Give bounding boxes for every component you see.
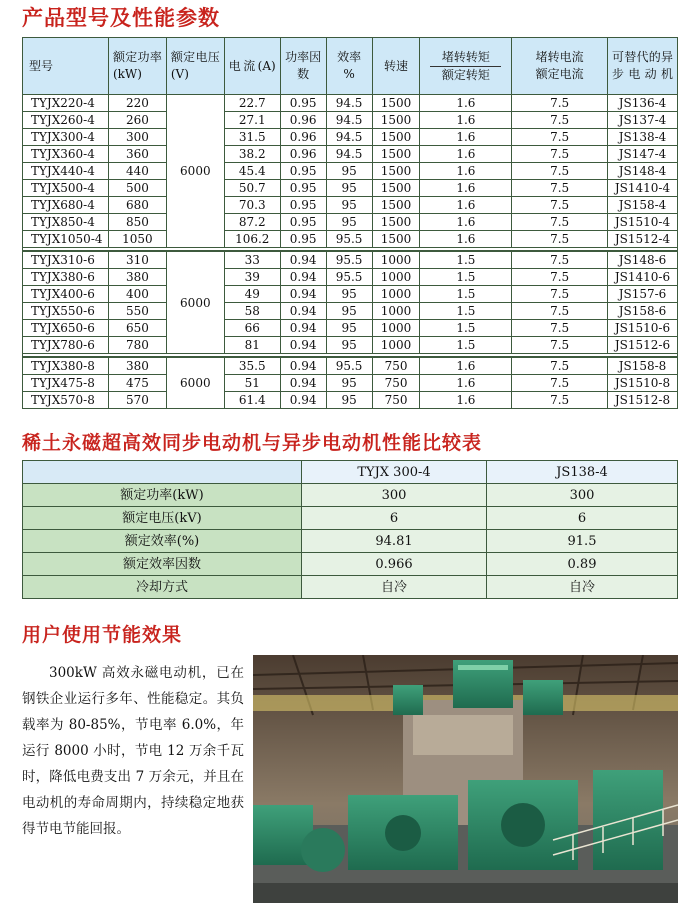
comparison-value: 0.89 [487, 553, 678, 576]
table-row [23, 197, 678, 214]
cell-speed: 750 [372, 357, 420, 375]
cell-replacement: JS137-4 [608, 112, 678, 129]
table-row [23, 320, 678, 337]
cell-replacement: JS1410-4 [608, 180, 678, 197]
table-row [23, 392, 678, 409]
cell-efficiency: 95 [326, 392, 372, 409]
cell-current-ratio: 7.5 [512, 286, 608, 303]
cell-model: TYJX550-6 [23, 303, 109, 320]
cell-efficiency: 94.5 [326, 112, 372, 129]
cell-speed: 1000 [372, 303, 420, 320]
comparison-label: 额定效率(%) [23, 530, 302, 553]
cell-replacement: JS1512-4 [608, 231, 678, 248]
cell-current: 58 [224, 303, 280, 320]
cell-current-ratio: 7.5 [512, 251, 608, 269]
cell-speed: 1500 [372, 214, 420, 231]
cell-voltage: 6000 [166, 95, 224, 248]
cell-efficiency: 95.5 [326, 357, 372, 375]
cell-torque-ratio: 1.6 [420, 392, 512, 409]
cell-torque-ratio: 1.5 [420, 337, 512, 354]
cell-current: 33 [224, 251, 280, 269]
header-torque-ratio [420, 38, 512, 95]
spec-table [22, 37, 678, 409]
cell-power: 310 [108, 251, 166, 269]
cell-current: 35.5 [224, 357, 280, 375]
table-row [23, 163, 678, 180]
comparison-header-model: JS138-4 [487, 461, 678, 484]
cell-power-factor: 0.94 [280, 320, 326, 337]
cell-efficiency: 95 [326, 375, 372, 392]
cell-efficiency: 94.5 [326, 146, 372, 163]
comparison-header-model: TYJX 300-4 [302, 461, 487, 484]
cell-power-factor: 0.95 [280, 180, 326, 197]
cell-replacement: JS158-4 [608, 197, 678, 214]
cell-model: TYJX850-4 [23, 214, 109, 231]
comparison-label: 额定效率因数 [23, 553, 302, 576]
cell-power-factor: 0.96 [280, 129, 326, 146]
results-paragraph: 300kW 高效永磁电动机，已在钢铁企业运行多年、性能稳定。其负载率为 80-85%，节电率 6.0%，年运行 8000 小时，节电 12 万余千瓦时，降低电费支出 7 万余元，并且在电动机的寿命周期内，持续稳定地获得节电节能回报。 [22, 665, 244, 837]
cell-current-ratio: 7.5 [512, 180, 608, 197]
cell-power-factor: 0.94 [280, 375, 326, 392]
cell-current-ratio: 7.5 [512, 146, 608, 163]
cell-power-factor: 0.94 [280, 251, 326, 269]
cell-efficiency: 95 [326, 286, 372, 303]
cell-current-ratio: 7.5 [512, 163, 608, 180]
table-row [23, 269, 678, 286]
cell-current: 106.2 [224, 231, 280, 248]
table-row [23, 251, 678, 269]
cell-power: 475 [108, 375, 166, 392]
cell-torque-ratio: 1.5 [420, 303, 512, 320]
cell-replacement: JS157-6 [608, 286, 678, 303]
cell-current-ratio: 7.5 [512, 95, 608, 112]
cell-current: 39 [224, 269, 280, 286]
cell-replacement: JS136-4 [608, 95, 678, 112]
cell-power: 1050 [108, 231, 166, 248]
cell-model: TYJX475-8 [23, 375, 109, 392]
cell-speed: 1500 [372, 197, 420, 214]
cell-current-ratio: 7.5 [512, 375, 608, 392]
cell-model: TYJX780-6 [23, 337, 109, 354]
cell-speed: 1500 [372, 146, 420, 163]
cell-efficiency: 95.5 [326, 231, 372, 248]
cell-power-factor: 0.94 [280, 337, 326, 354]
cell-efficiency: 94.5 [326, 95, 372, 112]
section-title-comparison: 稀土永磁超高效同步电动机与异步电动机性能比较表 [22, 432, 483, 454]
cell-power-factor: 0.95 [280, 197, 326, 214]
table-row [23, 180, 678, 197]
cell-efficiency: 95 [326, 320, 372, 337]
header-model: 型号 [23, 38, 109, 95]
cell-efficiency: 95 [326, 180, 372, 197]
cell-current: 27.1 [224, 112, 280, 129]
cell-power-factor: 0.94 [280, 392, 326, 409]
comparison-row [23, 507, 678, 530]
cell-speed: 1000 [372, 269, 420, 286]
section-title-results: 用户使用节能效果 [22, 624, 183, 646]
cell-torque-ratio: 1.6 [420, 112, 512, 129]
cell-power: 400 [108, 286, 166, 303]
table-row [23, 146, 678, 163]
cell-power: 220 [108, 95, 166, 112]
cell-speed: 1500 [372, 163, 420, 180]
cell-efficiency: 95 [326, 303, 372, 320]
header-current-den: 额定电流 [535, 67, 584, 81]
cell-power: 780 [108, 337, 166, 354]
cell-power: 850 [108, 214, 166, 231]
cell-replacement: JS147-4 [608, 146, 678, 163]
header-torque-den: 额定转矩 [441, 67, 490, 82]
cell-torque-ratio: 1.5 [420, 251, 512, 269]
header-efficiency-label: 效率 [337, 50, 362, 64]
cell-power: 680 [108, 197, 166, 214]
cell-model: TYJX570-8 [23, 392, 109, 409]
cell-replacement: JS1512-8 [608, 392, 678, 409]
cell-power-factor: 0.94 [280, 357, 326, 375]
cell-power-factor: 0.96 [280, 146, 326, 163]
table-row [23, 214, 678, 231]
header-power-factor: 功率因数 [280, 38, 326, 95]
cell-speed: 1000 [372, 337, 420, 354]
cell-power: 650 [108, 320, 166, 337]
cell-power-factor: 0.95 [280, 214, 326, 231]
cell-model: TYJX440-4 [23, 163, 109, 180]
cell-speed: 1500 [372, 180, 420, 197]
comparison-table-body [23, 461, 678, 599]
cell-model: TYJX500-4 [23, 180, 109, 197]
cell-power: 570 [108, 392, 166, 409]
cell-efficiency: 94.5 [326, 129, 372, 146]
comparison-value: 91.5 [487, 530, 678, 553]
cell-current: 31.5 [224, 129, 280, 146]
comparison-table [22, 460, 678, 599]
cell-current-ratio: 7.5 [512, 269, 608, 286]
cell-efficiency: 95 [326, 337, 372, 354]
cell-current: 51 [224, 375, 280, 392]
cell-torque-ratio: 1.6 [420, 197, 512, 214]
cell-torque-ratio: 1.6 [420, 180, 512, 197]
cell-power-factor: 0.95 [280, 95, 326, 112]
comparison-row [23, 484, 678, 507]
cell-speed: 1500 [372, 95, 420, 112]
cell-current: 50.7 [224, 180, 280, 197]
cell-model: TYJX680-4 [23, 197, 109, 214]
cell-current-ratio: 7.5 [512, 303, 608, 320]
cell-torque-ratio: 1.6 [420, 163, 512, 180]
comparison-value: 自冷 [487, 576, 678, 599]
cell-current-ratio: 7.5 [512, 357, 608, 375]
cell-replacement: JS1410-6 [608, 269, 678, 286]
cell-efficiency: 95.5 [326, 251, 372, 269]
cell-power-factor: 0.95 [280, 163, 326, 180]
cell-power: 300 [108, 129, 166, 146]
cell-replacement: JS1510-6 [608, 320, 678, 337]
cell-current: 45.4 [224, 163, 280, 180]
cell-torque-ratio: 1.5 [420, 320, 512, 337]
table-row [23, 303, 678, 320]
cell-speed: 1500 [372, 112, 420, 129]
cell-power: 380 [108, 269, 166, 286]
cell-power-factor: 0.94 [280, 303, 326, 320]
cell-torque-ratio: 1.6 [420, 129, 512, 146]
comparison-value: 300 [302, 484, 487, 507]
comparison-label: 额定电压(kV) [23, 507, 302, 530]
cell-current: 66 [224, 320, 280, 337]
comparison-row [23, 576, 678, 599]
cell-current-ratio: 7.5 [512, 392, 608, 409]
cell-speed: 750 [372, 392, 420, 409]
cell-current: 22.7 [224, 95, 280, 112]
table-row [23, 231, 678, 248]
header-current-ratio [512, 38, 608, 95]
cell-power-factor: 0.96 [280, 112, 326, 129]
header-torque-num: 堵转转矩 [430, 49, 501, 67]
cell-torque-ratio: 1.6 [420, 357, 512, 375]
cell-model: TYJX400-6 [23, 286, 109, 303]
table-row [23, 357, 678, 375]
comparison-label: 冷却方式 [23, 576, 302, 599]
cell-replacement: JS1512-6 [608, 337, 678, 354]
cell-model: TYJX380-8 [23, 357, 109, 375]
comparison-row [23, 530, 678, 553]
cell-power: 500 [108, 180, 166, 197]
cell-model: TYJX360-4 [23, 146, 109, 163]
cell-current-ratio: 7.5 [512, 197, 608, 214]
header-efficiency [326, 38, 372, 95]
factory-motor-photo [253, 655, 678, 903]
cell-current-ratio: 7.5 [512, 214, 608, 231]
cell-power: 440 [108, 163, 166, 180]
comparison-value: 6 [302, 507, 487, 530]
cell-efficiency: 95 [326, 163, 372, 180]
cell-power-factor: 0.94 [280, 269, 326, 286]
cell-power: 380 [108, 357, 166, 375]
section-title-specs: 产品型号及性能参数 [22, 6, 220, 30]
cell-current-ratio: 7.5 [512, 337, 608, 354]
table-row [23, 129, 678, 146]
cell-current: 81 [224, 337, 280, 354]
header-efficiency-unit: % [343, 67, 355, 81]
cell-model: TYJX220-4 [23, 95, 109, 112]
comparison-value: 6 [487, 507, 678, 530]
cell-current-ratio: 7.5 [512, 129, 608, 146]
cell-voltage: 6000 [166, 357, 224, 409]
comparison-header-blank [23, 461, 302, 484]
header-voltage: 额定电压(V) [166, 38, 224, 95]
table-row [23, 95, 678, 112]
cell-replacement: JS148-4 [608, 163, 678, 180]
cell-speed: 1000 [372, 286, 420, 303]
comparison-value: 自冷 [302, 576, 487, 599]
comparison-header-row [23, 461, 678, 484]
cell-torque-ratio: 1.6 [420, 231, 512, 248]
cell-power-factor: 0.95 [280, 231, 326, 248]
comparison-label: 额定功率(kW) [23, 484, 302, 507]
header-current-num: 堵转电流 [535, 50, 584, 64]
cell-torque-ratio: 1.6 [420, 375, 512, 392]
cell-model: TYJX380-6 [23, 269, 109, 286]
table-row [23, 337, 678, 354]
cell-power-factor: 0.94 [280, 286, 326, 303]
cell-speed: 750 [372, 375, 420, 392]
cell-model: TYJX300-4 [23, 129, 109, 146]
cell-torque-ratio: 1.6 [420, 95, 512, 112]
cell-torque-ratio: 1.5 [420, 269, 512, 286]
cell-voltage: 6000 [166, 251, 224, 354]
table-row [23, 286, 678, 303]
cell-power: 550 [108, 303, 166, 320]
cell-speed: 1000 [372, 251, 420, 269]
cell-replacement: JS158-6 [608, 303, 678, 320]
comparison-value: 0.966 [302, 553, 487, 576]
cell-model: TYJX650-6 [23, 320, 109, 337]
cell-current: 38.2 [224, 146, 280, 163]
cell-model: TYJX310-6 [23, 251, 109, 269]
cell-torque-ratio: 1.6 [420, 146, 512, 163]
cell-model: TYJX260-4 [23, 112, 109, 129]
header-current: 电流(A) [224, 38, 280, 95]
cell-torque-ratio: 1.5 [420, 286, 512, 303]
cell-current: 87.2 [224, 214, 280, 231]
cell-speed: 1500 [372, 231, 420, 248]
cell-current: 70.3 [224, 197, 280, 214]
cell-replacement: JS148-6 [608, 251, 678, 269]
cell-replacement: JS158-8 [608, 357, 678, 375]
cell-current: 61.4 [224, 392, 280, 409]
cell-power: 360 [108, 146, 166, 163]
table-row [23, 375, 678, 392]
cell-replacement: JS1510-4 [608, 214, 678, 231]
cell-replacement: JS1510-8 [608, 375, 678, 392]
cell-efficiency: 95 [326, 214, 372, 231]
header-speed: 转速 [372, 38, 420, 95]
table-row [23, 112, 678, 129]
cell-torque-ratio: 1.6 [420, 214, 512, 231]
cell-current-ratio: 7.5 [512, 112, 608, 129]
cell-speed: 1500 [372, 129, 420, 146]
cell-replacement: JS138-4 [608, 129, 678, 146]
cell-efficiency: 95.5 [326, 269, 372, 286]
header-power: 额定功率(kW) [108, 38, 166, 95]
comparison-row [23, 553, 678, 576]
cell-current: 49 [224, 286, 280, 303]
cell-model: TYJX1050-4 [23, 231, 109, 248]
comparison-value: 94.81 [302, 530, 487, 553]
cell-power: 260 [108, 112, 166, 129]
cell-efficiency: 95 [326, 197, 372, 214]
spec-table-body [23, 95, 678, 409]
cell-speed: 1000 [372, 320, 420, 337]
comparison-value: 300 [487, 484, 678, 507]
cell-current-ratio: 7.5 [512, 231, 608, 248]
cell-current-ratio: 7.5 [512, 320, 608, 337]
header-replacement: 可替代的异步电动机 [608, 38, 678, 95]
